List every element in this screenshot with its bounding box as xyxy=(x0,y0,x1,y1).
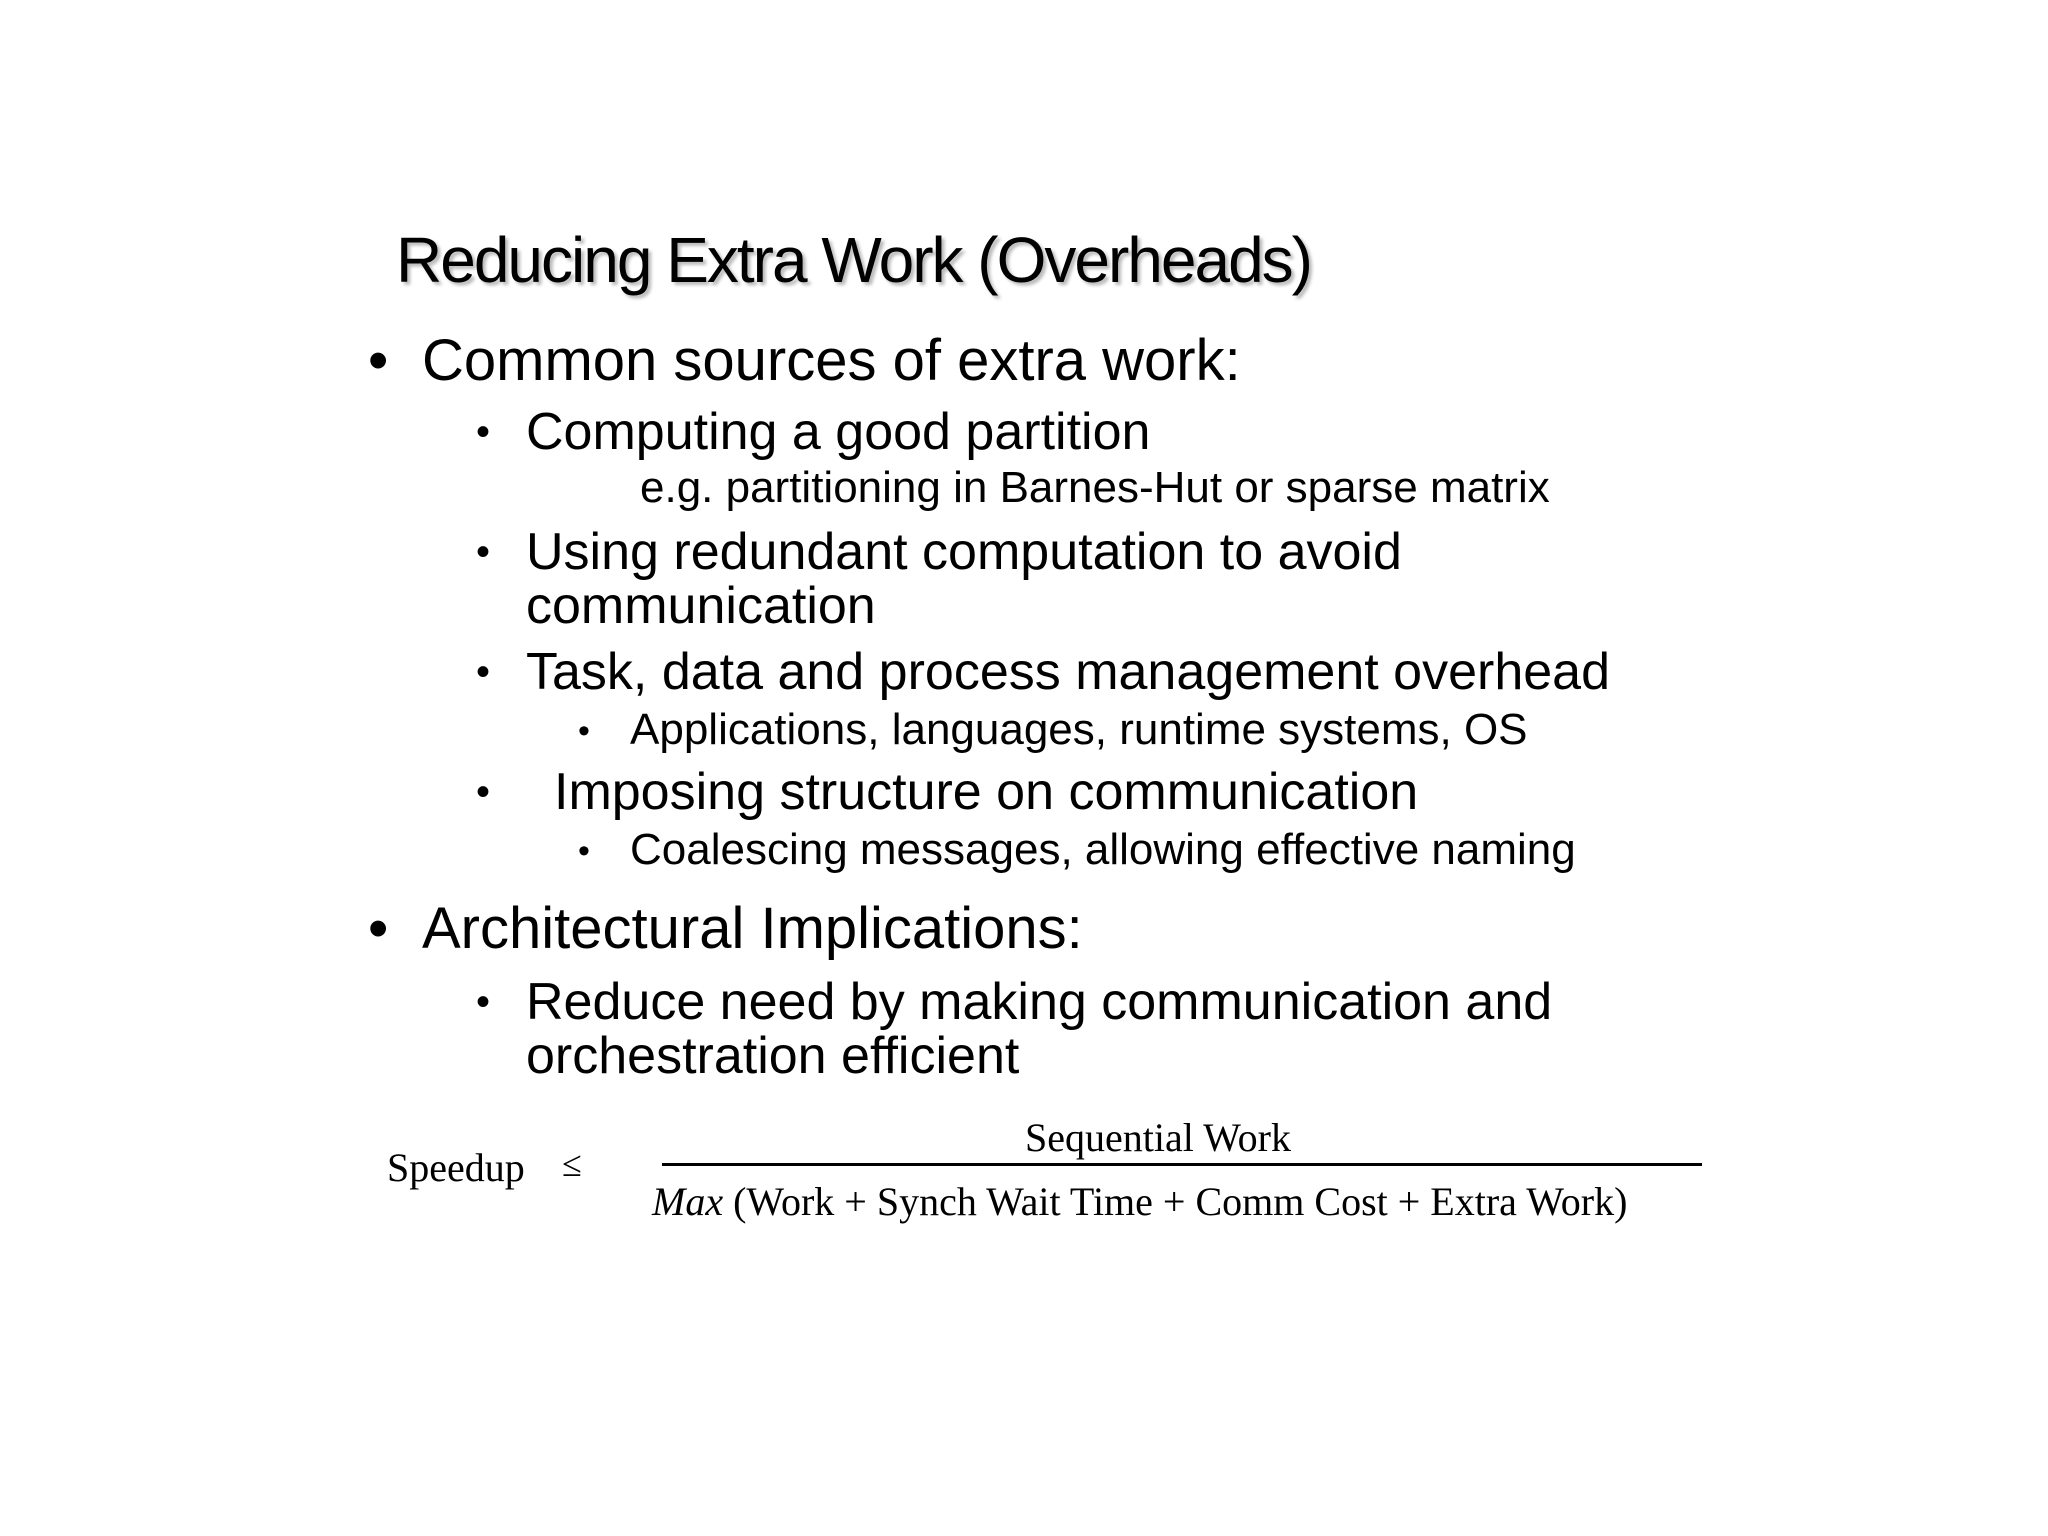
bullet-marker: • xyxy=(368,896,389,961)
bullet-text-line-1: Using redundant computation to avoid xyxy=(526,523,1402,581)
formula-lhs: Speedup xyxy=(387,1145,525,1190)
bullet-text: Coalescing messages, allowing effective naming xyxy=(630,825,1576,874)
bullet-text: Imposing structure on communication xyxy=(554,763,1419,821)
bullet-text: Applications, languages, runtime systems, OS xyxy=(630,705,1528,754)
bullet-text-line-2: communication xyxy=(526,577,876,635)
bullet-marker: • xyxy=(476,980,491,1024)
bullet-marker: • xyxy=(476,410,491,454)
bullet-text: Architectural Implications: xyxy=(422,896,1083,961)
formula-max: Max xyxy=(652,1179,724,1224)
bullet-marker: • xyxy=(476,650,491,694)
formula-denominator-terms: (Work + Synch Wait Time + Comm Cost + Extra Work) xyxy=(723,1179,1628,1224)
slide-title: Reducing Extra Work (Overheads) xyxy=(396,224,1311,296)
bullet-text-line-2: orchestration efficient xyxy=(526,1027,1020,1085)
fraction-bar xyxy=(662,1163,1702,1166)
bullet-marker: • xyxy=(578,712,590,750)
example-note: e.g. partitioning in Barnes-Hut or sparse matrix xyxy=(640,463,1550,512)
bullet-marker: • xyxy=(368,328,389,393)
formula-relation: ≤ xyxy=(562,1144,582,1184)
bullet-text: Computing a good partition xyxy=(526,403,1151,461)
bullet-text: Task, data and process management overhead xyxy=(526,643,1611,701)
bullet-text: Common sources of extra work: xyxy=(422,328,1241,393)
formula-denominator xyxy=(652,1179,1628,1224)
bullet-marker: • xyxy=(476,770,491,814)
bullet-marker: • xyxy=(578,832,590,870)
formula-numerator: Sequential Work xyxy=(1025,1115,1291,1160)
bullet-marker: • xyxy=(476,530,491,574)
bullet-text-line-1: Reduce need by making communication and xyxy=(526,973,1553,1031)
